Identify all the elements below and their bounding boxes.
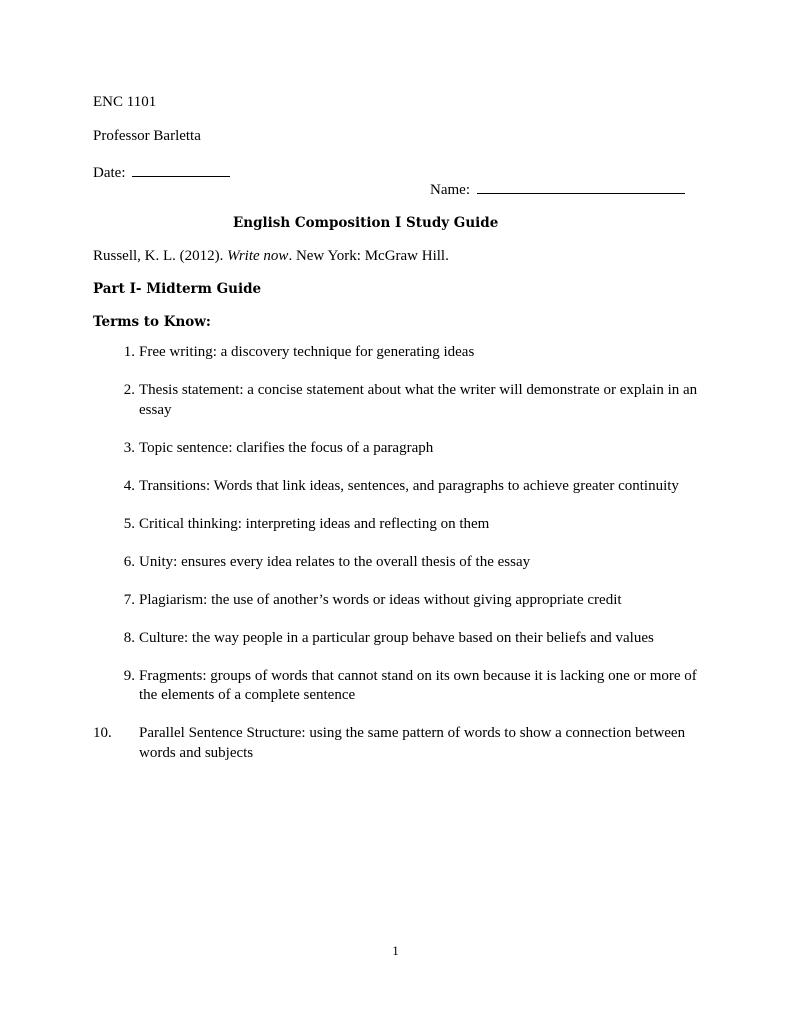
list-item [93, 381, 713, 420]
item-number: 6. [123, 553, 135, 570]
citation-publisher: . New York: McGraw Hill. [288, 248, 449, 264]
item-number: 8. [123, 629, 135, 646]
terms-list [93, 343, 713, 782]
list-item [93, 515, 713, 535]
citation-book-title: Write now [227, 248, 289, 264]
list-item [93, 439, 713, 459]
section-heading: Part I- Midterm Guide [93, 281, 262, 297]
item-number: 1. [123, 344, 135, 360]
citation-authors: Russell, K. L. (2012). [93, 248, 224, 264]
item-text: Thesis statement: a concise statement about what the writer will demonstrate or explain in an essay [139, 382, 698, 418]
item-text: Critical thinking: interpreting ideas and reflecting on them [139, 515, 490, 532]
list-item [93, 724, 713, 763]
list-item [93, 477, 713, 497]
list-item [93, 667, 713, 706]
item-text: Fragments: groups of words that cannot stand on its own because it is lacking one or more of the elements of a complete sentence [139, 667, 697, 703]
name-line [430, 179, 685, 200]
list-item [93, 553, 713, 573]
course-code: ENC 1101 [93, 94, 157, 110]
professor-name: Professor Barletta [93, 128, 201, 144]
item-number: 5. [123, 515, 135, 532]
date-line [93, 162, 230, 183]
citation [93, 247, 449, 266]
item-text: Plagiarism: the use of another’s words or ideas without giving appropriate credit [139, 591, 622, 608]
item-number: 3. [123, 439, 135, 456]
item-text: Topic sentence: clarifies the focus of a paragraph [139, 439, 434, 456]
item-text: Parallel Sentence Structure: using the same pattern of words to show a connection between words and subjects [139, 725, 686, 761]
subsection-heading: Terms to Know: [93, 314, 211, 330]
item-text: Unity: ensures every idea relates to the overall thesis of the essay [139, 553, 531, 570]
item-number: 4. [123, 477, 135, 494]
name-label: Name: [430, 182, 470, 198]
item-number: 7. [123, 591, 135, 608]
document-title: English Composition I Study Guide [233, 215, 499, 231]
date-blank [132, 162, 230, 177]
list-item [93, 343, 713, 363]
item-text: Culture: the way people in a particular group behave based on their beliefs and values [139, 629, 654, 646]
date-label: Date: [93, 165, 126, 181]
list-item [93, 629, 713, 649]
list-item [93, 591, 713, 611]
item-text: Transitions: Words that link ideas, sentences, and paragraphs to achieve greater continuity [139, 477, 679, 494]
item-number: 9. [123, 667, 135, 684]
page-number: 1 [392, 943, 399, 958]
item-text: Free writing: a discovery technique for generating ideas [139, 344, 475, 360]
item-number: 10. [93, 725, 112, 741]
item-number: 2. [123, 382, 135, 398]
name-blank [477, 179, 685, 194]
